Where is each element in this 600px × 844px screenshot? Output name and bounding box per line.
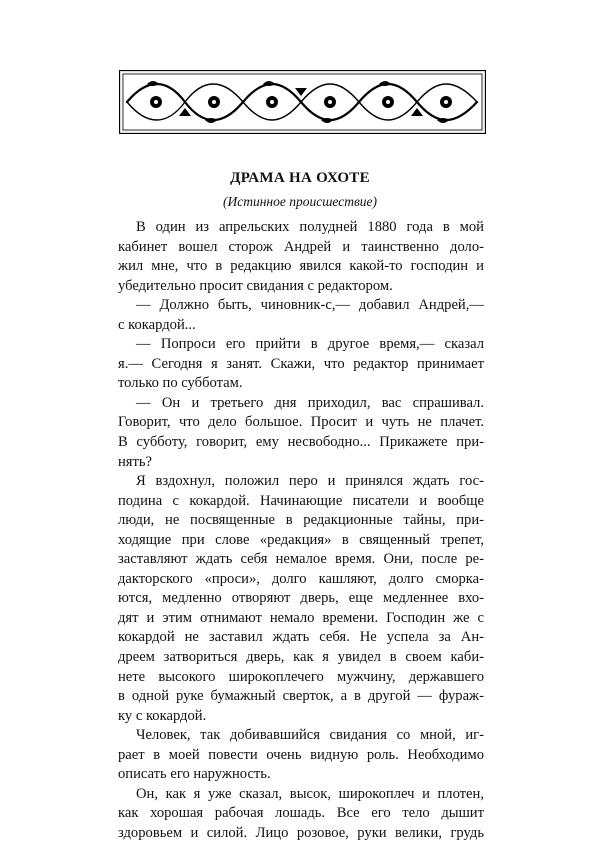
text-line: ку с кокардой. [118,707,207,724]
story-subtitle: (Истинное происшествие) [222,194,378,209]
text-line: в одной руке бумажный сверток, а в другой — фураж- [118,688,484,705]
text-line: убедительно просит свидания с редактором. [118,277,393,294]
text-line: кабинет вошел сторож Андрей и таинственно доло- [118,238,484,255]
text-line: подина с кокардой. Начинающие писатели и вообще [118,492,484,509]
text-line: нять? [118,453,153,470]
text-line: с кокардой... [118,316,196,333]
text-line: люди, не посвященные в редакционные тайны, при- [118,512,484,529]
text-line: — Должно быть, чиновник-с,— добавил Андрей,— [136,297,484,314]
floral-ornament-band [119,70,486,134]
text-line: В субботу, говорит, ему несвободно... Прикажете при- [118,434,484,451]
text-line: рает в моей повести очень видную роль. Необходимо [118,746,484,763]
text-line: Говорит, что дело большое. Просит и чуть не плачет. [118,414,484,431]
text-line: ются, медленно отворяют дверь, еще медленнее вхо- [118,590,484,607]
text-line: В один из апрельских полудней 1880 года в мой [136,219,484,235]
text-line: Человек, так добивавшийся свидания со мной, иг- [136,727,484,744]
text-line: только по субботам. [118,375,243,392]
text-line: нете высокого широкоплечего мужчину, державшего [118,668,484,685]
text-line: Я вздохнул, положил перо и принялся ждать гос- [136,473,484,490]
text-line: Он, как я уже сказал, высок, широкоплеч и плотен, [136,785,484,802]
text-line: я.— Сегодня я занят. Скажи, что редактор принимает [118,355,484,372]
text-line: — Попроси его прийти в другое время,— сказал [136,336,484,353]
story-title: ДРАМА НА ОХОТЕ [230,170,370,186]
text-line: дакторского «проси», долго кашляют, долго сморка- [118,570,484,587]
text-line: дреем затвориться дверь, как я увидел в своем каби- [118,649,484,666]
text-line: заставляют ждать себя немалое время. Они, после ре- [118,551,484,568]
text-line: ходящие при слове «редакция» в священный трепет, [118,531,484,548]
text-line: кокардой не заставил ждать себя. Не успела за Ан- [118,629,484,646]
text-line: здоровьем и силой. Лицо розовое, руки велики, грудь [118,824,484,841]
text-line: как хорошая рабочая лошадь. Все его тело дышит [118,805,484,822]
text-line: дят и этим отнимают немало времени. Господин же с [118,609,484,626]
text-line: описать его наружность. [118,766,271,783]
floral-ornament-icon [119,70,486,134]
text-line: — Он и третьего дня приходил, вас спрашивал. [136,394,484,411]
text-line: жил мне, что в редакцию явился какой-то господин и [118,258,484,275]
